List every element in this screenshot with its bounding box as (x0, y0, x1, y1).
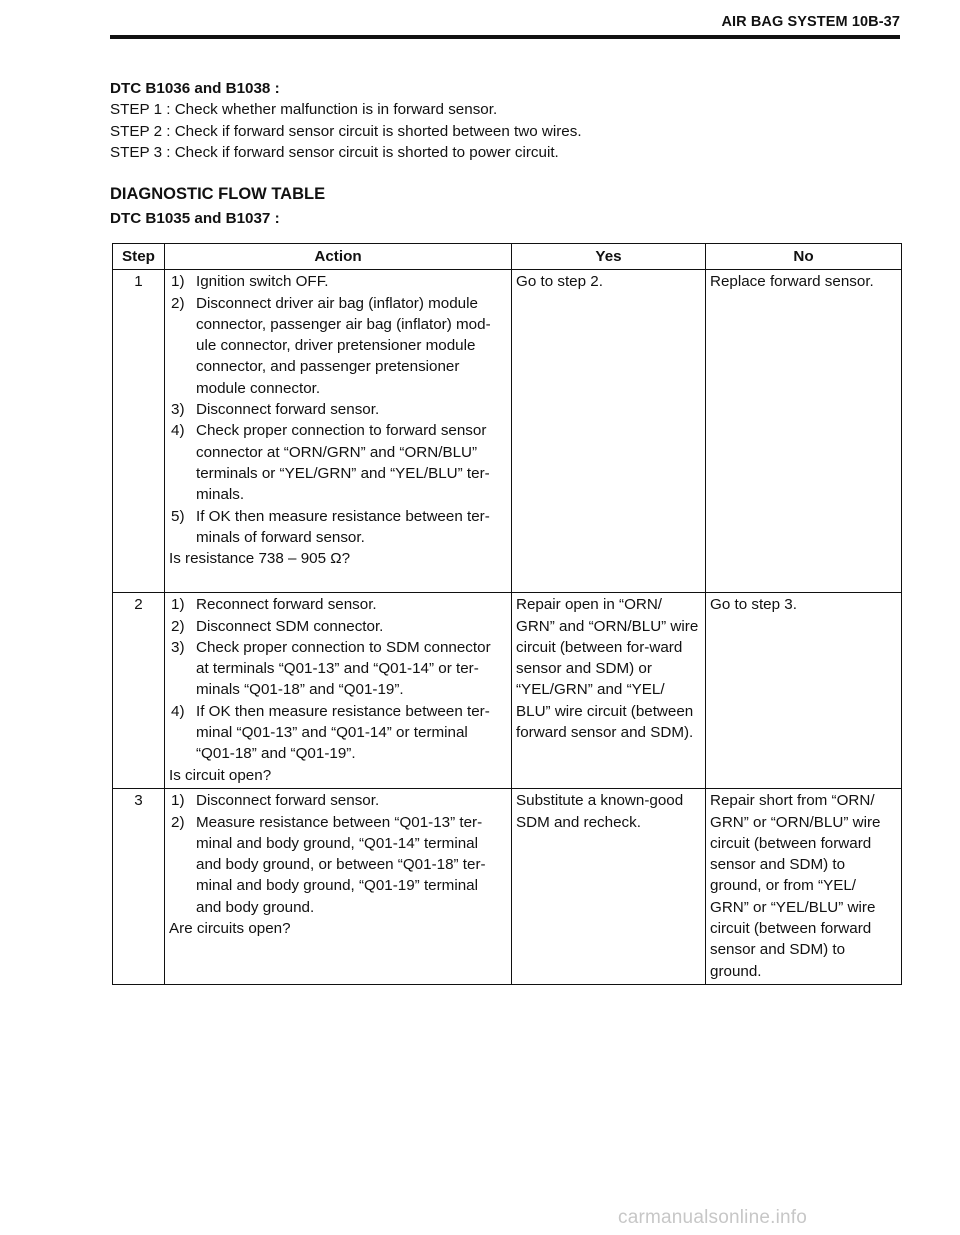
action-number: 1) (171, 792, 185, 810)
action-question: Is resistance 738 – 905 Ω? (169, 550, 351, 568)
action-item (169, 790, 507, 811)
action-text: Disconnect driver air bag (inflator) module connector, passenger air bag (inflator) mod-ule connector, driver pretensioner module connector, and passenger pretensioner module connector. (196, 294, 491, 397)
action-cell (165, 593, 512, 789)
step-number: 2 (113, 593, 165, 789)
action-number: 2) (171, 617, 185, 635)
column-header-no: No (706, 244, 902, 270)
header-divider (110, 35, 900, 39)
action-question: Is circuit open? (169, 766, 272, 784)
action-list (169, 594, 507, 764)
yes-cell: Substitute a known-good SDM and recheck. (512, 789, 706, 985)
page-header-title: AIR BAG SYSTEM 10B-37 (721, 14, 900, 30)
table-header-row (113, 244, 902, 270)
intro-step-1: STEP 1 : Check whether malfunction is in forward sensor. (110, 101, 498, 119)
column-header-yes: Yes (512, 244, 706, 270)
action-list (169, 271, 507, 548)
action-number: 2) (171, 813, 185, 831)
action-item (169, 293, 507, 399)
action-number: 1) (171, 596, 185, 614)
action-text: Check proper connection to forward sensor connector at “ORN/GRN” and “ORN/BLU” terminals or “YEL/GRN” and “YEL/BLU” ter-minals. (196, 422, 490, 504)
action-number: 4) (171, 422, 185, 440)
action-item (169, 616, 507, 637)
yes-cell: Repair open in “ORN/ GRN” and “ORN/BLU” wire circuit (between for-ward sensor and SDM) or “YEL/GRN” and “YEL/ BLU” wire circuit (between forward sensor and SDM). (512, 593, 706, 789)
action-number: 3) (171, 401, 185, 419)
no-cell: Go to step 3. (706, 593, 902, 789)
action-text: Reconnect forward sensor. (196, 596, 377, 614)
site-watermark: carmanualsonline.info (618, 1207, 808, 1228)
action-text: Disconnect forward sensor. (196, 401, 380, 419)
table-heading: DTC B1035 and B1037 : (110, 210, 280, 228)
section-title: DIAGNOSTIC FLOW TABLE (110, 185, 326, 204)
action-cell (165, 789, 512, 985)
intro-step-3: STEP 3 : Check if forward sensor circuit is shorted to power circuit. (110, 143, 559, 161)
action-text: Disconnect forward sensor. (196, 792, 380, 810)
table-row (113, 593, 902, 789)
action-item (169, 701, 507, 765)
intro-section (110, 78, 902, 230)
action-list (169, 790, 507, 918)
action-question: Are circuits open? (169, 920, 291, 938)
action-item (169, 420, 507, 505)
action-text: Measure resistance between “Q01-13” ter-minal and body ground, “Q01-14” terminal and body ground, or between “Q01-18” ter-minal and body ground, “Q01-19” terminal and body ground. (196, 813, 486, 916)
column-header-step: Step (113, 244, 165, 270)
intro-heading: DTC B1036 and B1038 : (110, 80, 280, 97)
action-text: Check proper connection to SDM connector at terminals “Q01-13” and “Q01-14” or ter-minals “Q01-18” and “Q01-19”. (196, 638, 491, 699)
step-number: 3 (113, 789, 165, 985)
action-number: 5) (171, 507, 185, 525)
action-number: 1) (171, 273, 185, 291)
table-row (113, 270, 902, 593)
action-cell (165, 270, 512, 593)
intro-step-2: STEP 2 : Check if forward sensor circuit is shorted between two wires. (110, 122, 582, 140)
action-item (169, 399, 507, 420)
action-item (169, 637, 507, 701)
action-number: 4) (171, 702, 185, 720)
step-number: 1 (113, 270, 165, 593)
no-cell: Repair short from “ORN/ GRN” or “ORN/BLU” wire circuit (between forward sensor and SDM) to ground, or from “YEL/ GRN” or “YEL/BLU” wire circuit (between forward sensor and SDM) to ground. (706, 789, 902, 985)
no-cell: Replace forward sensor. (706, 270, 902, 593)
action-text: If OK then measure resistance between ter-minals of forward sensor. (196, 507, 490, 546)
action-text: Disconnect SDM connector. (196, 617, 384, 635)
action-item (169, 812, 507, 918)
action-item (169, 594, 507, 615)
action-item (169, 271, 507, 292)
action-text: Ignition switch OFF. (196, 273, 329, 291)
page-header (110, 14, 900, 62)
table-row (113, 789, 902, 985)
action-item (169, 506, 507, 549)
action-number: 2) (171, 294, 185, 312)
yes-cell: Go to step 2. (512, 270, 706, 593)
diagnostic-flow-table (112, 243, 902, 985)
action-text: If OK then measure resistance between ter-minal “Q01-13” and “Q01-14” or terminal “Q01-18” and “Q01-19”. (196, 702, 490, 763)
action-number: 3) (171, 638, 185, 656)
column-header-action: Action (165, 244, 512, 270)
